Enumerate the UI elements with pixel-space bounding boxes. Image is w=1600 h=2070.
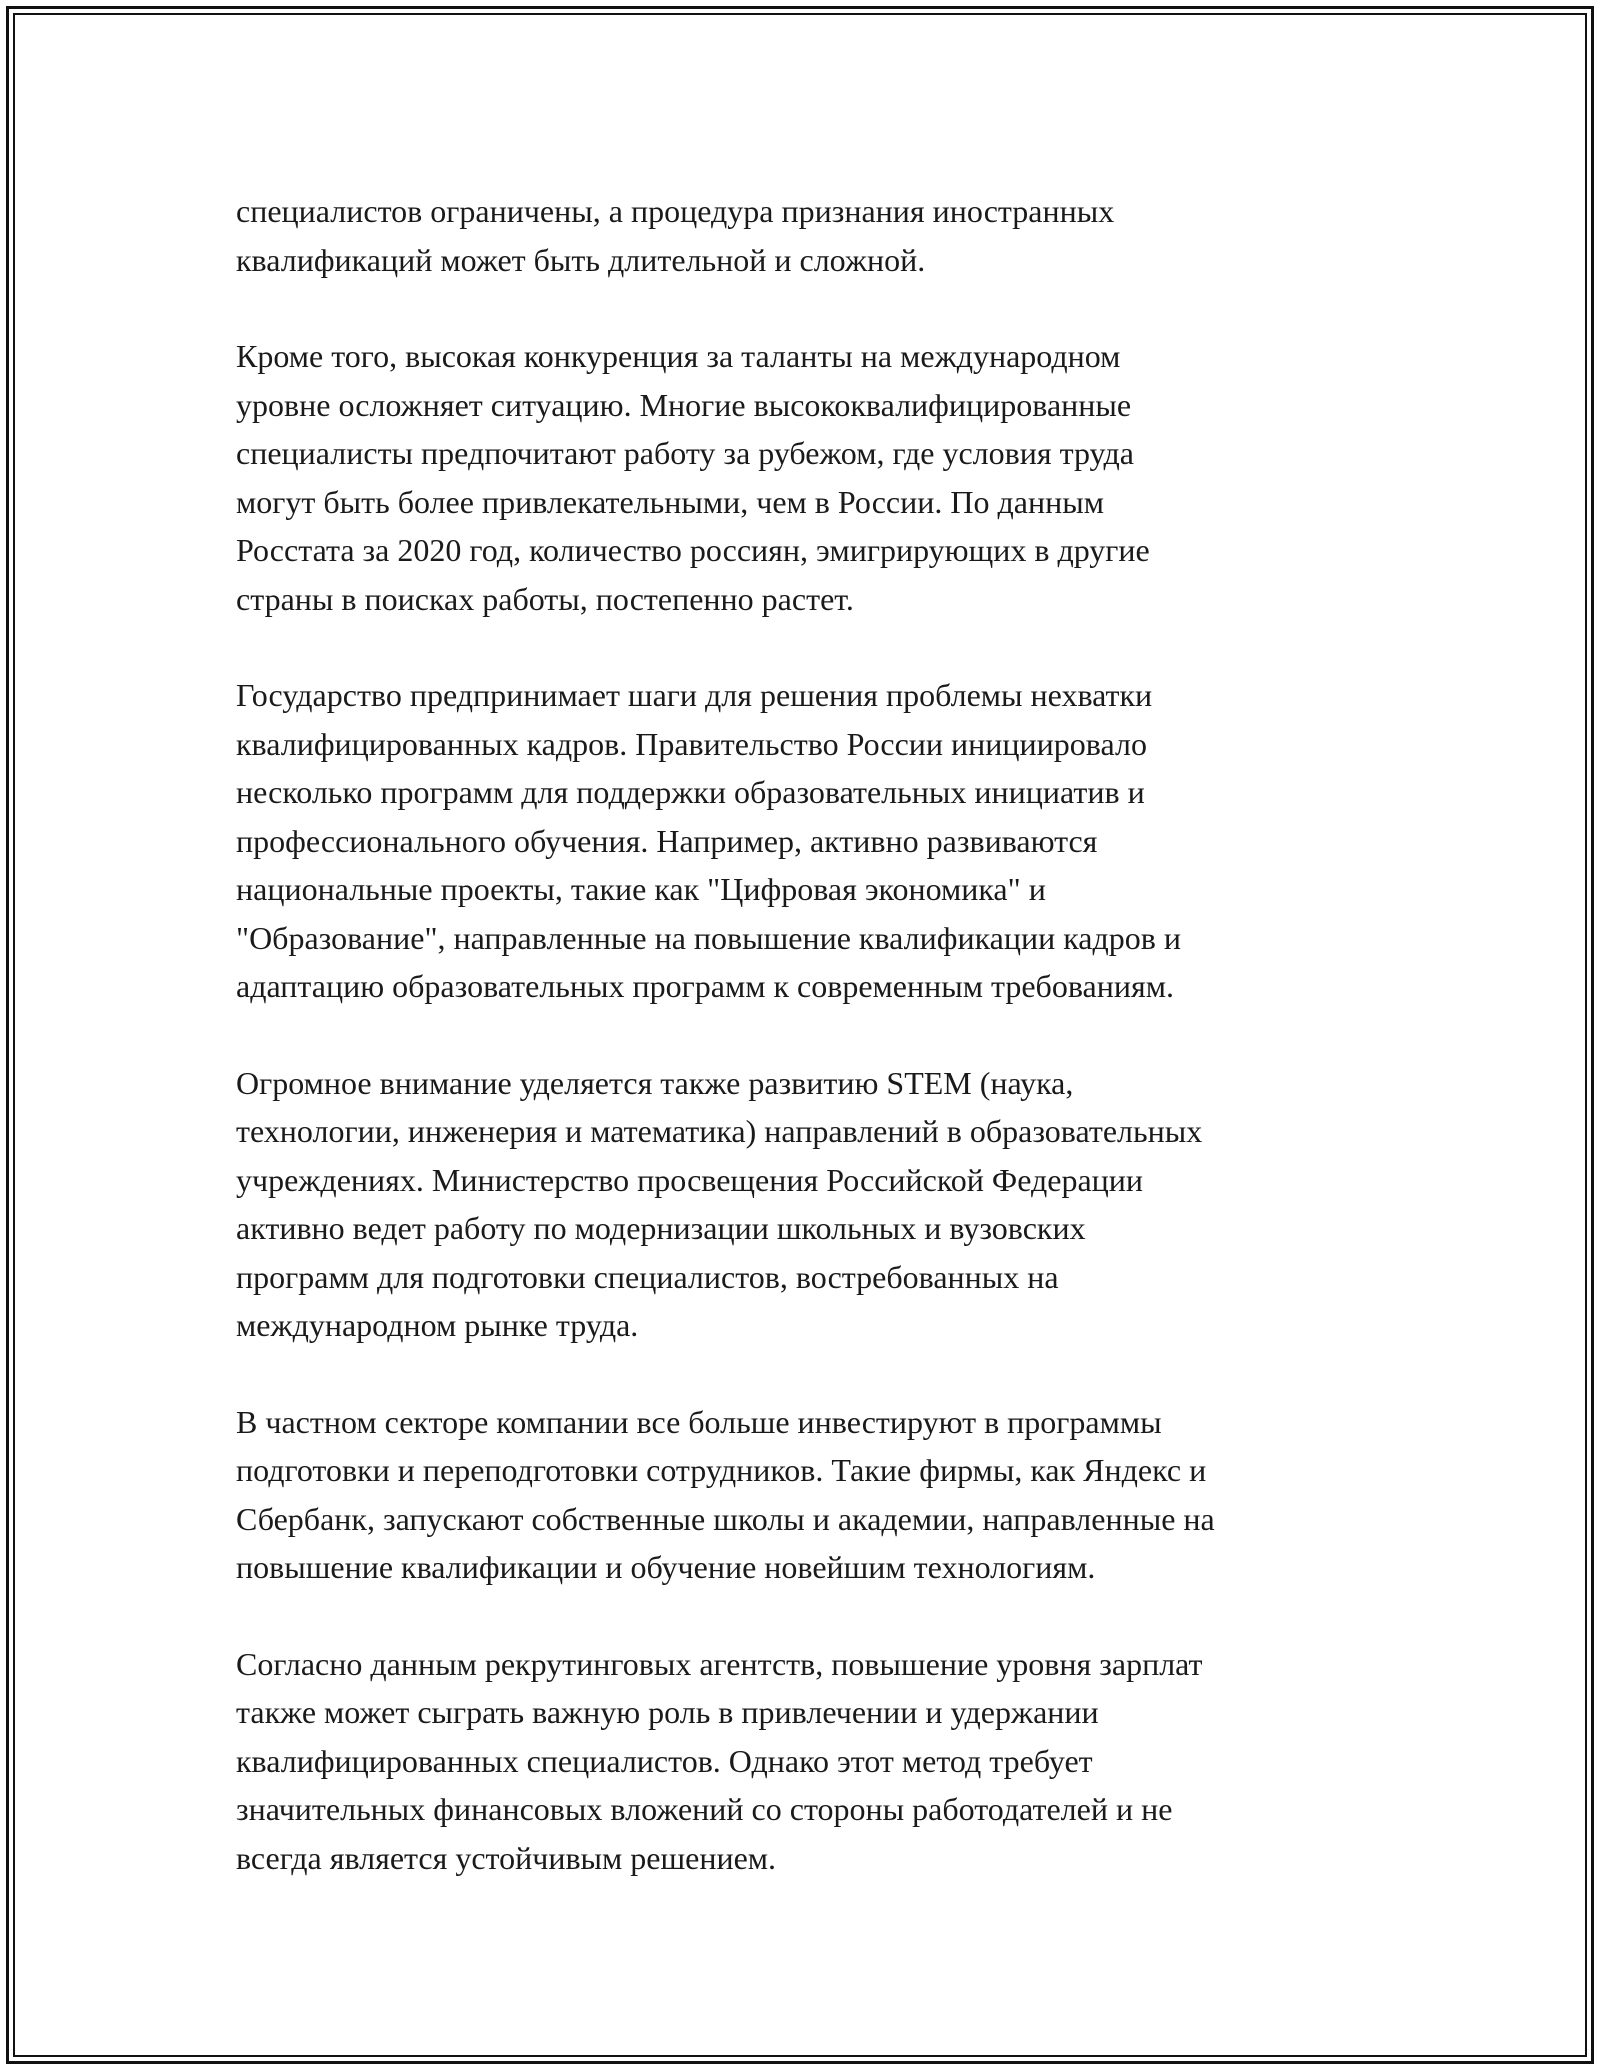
- paragraph-2: Кроме того, высокая конкуренция за таланты на международном уровне осложняет ситуацию. Многие высококвалифицированные специалисты предпочитают работу за рубежом, где условия труда могут быть более привлекательными, чем в России. По данным Росстата за 2020 год, количество россиян, эмигрирующих в другие страны в поисках работы, постепенно растет.: [236, 338, 1150, 617]
- document-body: [236, 187, 1376, 1930]
- paragraph-3: Государство предпринимает шаги для решения проблемы нехватки квалифицированных кадров. Правительство России инициировало несколько программ для поддержки образовательных инициатив и профессионального обучения. Например, активно развиваются национальные проекты, такие как "Цифровая экономика" и "Образование", направленные на повышение квалификации кадров и адаптацию образовательных программ к современным требованиям.: [236, 677, 1182, 1004]
- paragraph-6: Согласно данным рекрутинговых агентств, повышение уровня зарплат также может сыграть важную роль в привлечении и удержании квалифицированных специалистов. Однако этот метод требует значительных финансовых вложений со стороны работодателей и не всегда является устойчивым решением.: [236, 1645, 1203, 1876]
- paragraph-4: Огромное внимание уделяется также развитию STEM (наука, технологии, инженерия и математика) направлений в образовательных учреждениях. Министерство просвещения Российской Федерации активно ведет работу по модернизации школьных и вузовских программ для подготовки специалистов, востребованных на международном рынке труда.: [236, 1064, 1203, 1343]
- paragraph-1: специалистов ограничены, а процедура признания иностранных квалификаций может быть длительной и сложной.: [236, 193, 1115, 278]
- paragraph-5: В частном секторе компании все больше инвестируют в программы подготовки и переподготовки сотрудников. Такие фирмы, как Яндекс и Сбербанк, запускают собственные школы и академии, направленные на повышение квалификации и обучение новейшим технологиям.: [236, 1403, 1215, 1585]
